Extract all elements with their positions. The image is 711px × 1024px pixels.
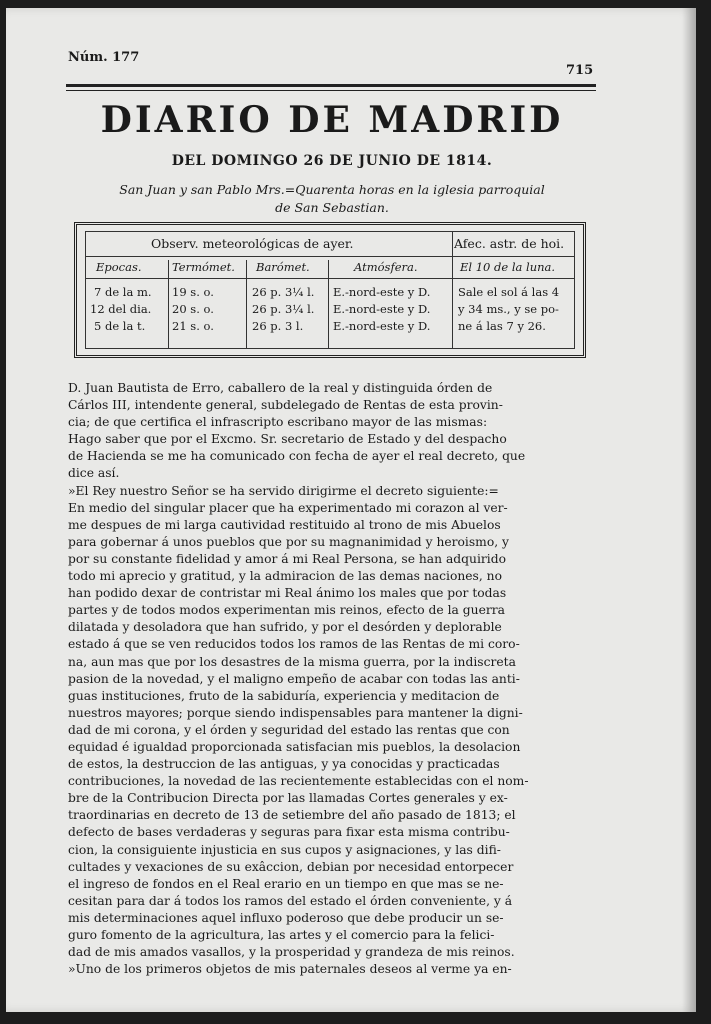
row-baro: 26 p. 3¼ l. [252, 285, 315, 299]
astro-line: y 34 ms., y se po- [458, 302, 559, 316]
row-atmos: E.-nord-este y D. [333, 302, 431, 316]
col-barometro: Barómet. [256, 260, 310, 274]
article-line: Cárlos III, intendente general, subdelegado de Rentas de esta provin- [68, 398, 503, 413]
row-atmos: E.-nord-este y D. [333, 319, 431, 333]
astro-line: Sale el sol á las 4 [458, 285, 560, 299]
article-line: guas instituciones, fruto de la sabiduría, experiencia y meditacion de [68, 688, 500, 703]
masthead-title: DIARIO DE MADRID [100, 99, 564, 141]
column-divider [328, 260, 329, 348]
saints-line-2: de San Sebastian. [275, 200, 389, 215]
col-epocas: Epocas. [96, 260, 142, 274]
row-termo: 19 s. o. [172, 285, 214, 299]
article-line: dad de mis amados vasallos, y la prosperidad y grandeza de mis reinos. [68, 945, 515, 960]
article-line: dad de mi corona, y el órden y seguridad del estado las rentas que con [68, 722, 510, 737]
column-divider [452, 232, 453, 348]
article-line: Hago saber que por el Excmo. Sr. secretario de Estado y del despacho [68, 432, 507, 447]
col-termometro: Termómet. [172, 260, 235, 274]
row-termo: 20 s. o. [172, 302, 214, 316]
article-line: cultades y vexaciones de su exâccion, debian por necesidad entorpecer [68, 859, 514, 874]
article-line: guro fomento de la agricultura, las artes y el comercio para la felici- [68, 928, 495, 942]
article-line: partes y de todos modos experimentan mis reinos, efecto de la guerra [68, 603, 505, 618]
article-line: de estos, la destruccion de las antiguas, y ya conocidas y practicadas [68, 757, 500, 772]
article-line: »Uno de los primeros objetos de mis paternales deseos al verme ya en- [68, 962, 512, 977]
article-line: dice así. [68, 466, 120, 481]
article-line: En medio del singular placer que ha experimentado mi corazon al ver- [68, 500, 508, 515]
page-number: 715 [566, 63, 594, 78]
article-line: me despues de mi larga cautividad restituido al trono de mis Abuelos [68, 517, 501, 532]
article-line: por su constante fidelidad y amor á mi Real Persona, se han adquirido [68, 551, 506, 566]
row-epoca: 7 de la m. [94, 285, 152, 299]
header-rule-thin [66, 90, 596, 91]
article-line: D. Juan Bautista de Erro, caballero de la real y distinguida órden de [68, 381, 493, 395]
weather-title: Observ. meteorológicas de ayer. [151, 236, 354, 251]
issue-date: DEL DOMINGO 26 DE JUNIO DE 1814. [171, 153, 493, 169]
article-body [68, 380, 588, 978]
weather-table [74, 222, 586, 358]
article-line: nuestros mayores; porque siendo indispensables para mantener la digni- [68, 705, 523, 720]
saints-line-1: San Juan y san Pablo Mrs.=Quarenta horas en la iglesia parroquial [119, 182, 545, 197]
table-divider [86, 278, 574, 279]
article-line: equidad é igualdad proporcionada satisfacian mis pueblos, la desolacion [68, 739, 521, 754]
article-line: mis determinaciones aquel influxo poderoso que debe producir un se- [68, 910, 504, 925]
table-divider [86, 256, 574, 257]
newspaper-page [6, 8, 696, 1012]
article-line: traordinarias en decreto de 13 de setiembre del año pasado de 1813; el [68, 808, 516, 823]
article-line: el ingreso de fondos en el Real erario en un tiempo en que mas se ne- [68, 876, 504, 891]
col-luna: El 10 de la luna. [460, 260, 556, 274]
article-line: cesitan para dar á todos los ramos del estado el órden conveniente, y á [68, 893, 513, 908]
article-line: »El Rey nuestro Señor se ha servido dirigirme el decreto siguiente:= [68, 483, 499, 498]
article-line: cion, la consiguiente injusticia en sus cupos y asignaciones, y las difi- [68, 842, 501, 857]
article-line: defecto de bases verdaderas y seguras para fixar esta misma contribu- [68, 825, 510, 840]
article-line: cia; de que certifica el infrascripto escribano mayor de las mismas: [68, 415, 488, 430]
row-atmos: E.-nord-este y D. [333, 285, 431, 299]
row-termo: 21 s. o. [172, 319, 214, 333]
article-line: todo mi aprecio y gratitud, y la admiracion de las demas naciones, no [68, 569, 502, 584]
article-line: para gobernar á unos pueblos que por su magnanimidad y heroismo, y [68, 534, 509, 549]
article-line: pasion de la novedad, y el maligno empeño de acabar con todas las anti- [68, 671, 520, 686]
col-atmosfera: Atmósfera. [354, 260, 418, 274]
header-rule [66, 84, 596, 87]
row-epoca: 12 del dia. [90, 302, 152, 316]
row-baro: 26 p. 3¼ l. [252, 302, 315, 316]
article-line: na, aun mas que por los desastres de la misma guerra, por la indiscreta [68, 654, 516, 669]
article-line: de Hacienda se me ha comunicado con fecha de ayer el real decreto, que [68, 449, 526, 464]
column-divider [246, 260, 247, 348]
astro-line: ne á las 7 y 26. [458, 319, 546, 333]
article-line: bre de la Contribucion Directa por las llamadas Cortes generales y ex- [68, 791, 508, 806]
article-line: contribuciones, la novedad de las recientemente establecidas con el nom- [68, 774, 529, 789]
article-line: estado á que se ven reducidos todos los ramos de las Rentas de mi coro- [68, 637, 520, 652]
issue-number: Núm. 177 [68, 50, 140, 65]
article-line: han podido dexar de contristar mi Real ánimo los males que por todas [68, 586, 507, 601]
row-epoca: 5 de la t. [94, 319, 146, 333]
article-line: dilatada y desoladora que han sufrido, y por el desórden y deplorable [68, 620, 502, 635]
row-baro: 26 p. 3 l. [252, 319, 304, 333]
weather-table-inner [85, 231, 575, 349]
astro-title: Afec. astr. de hoi. [454, 236, 565, 251]
column-divider [168, 260, 169, 348]
